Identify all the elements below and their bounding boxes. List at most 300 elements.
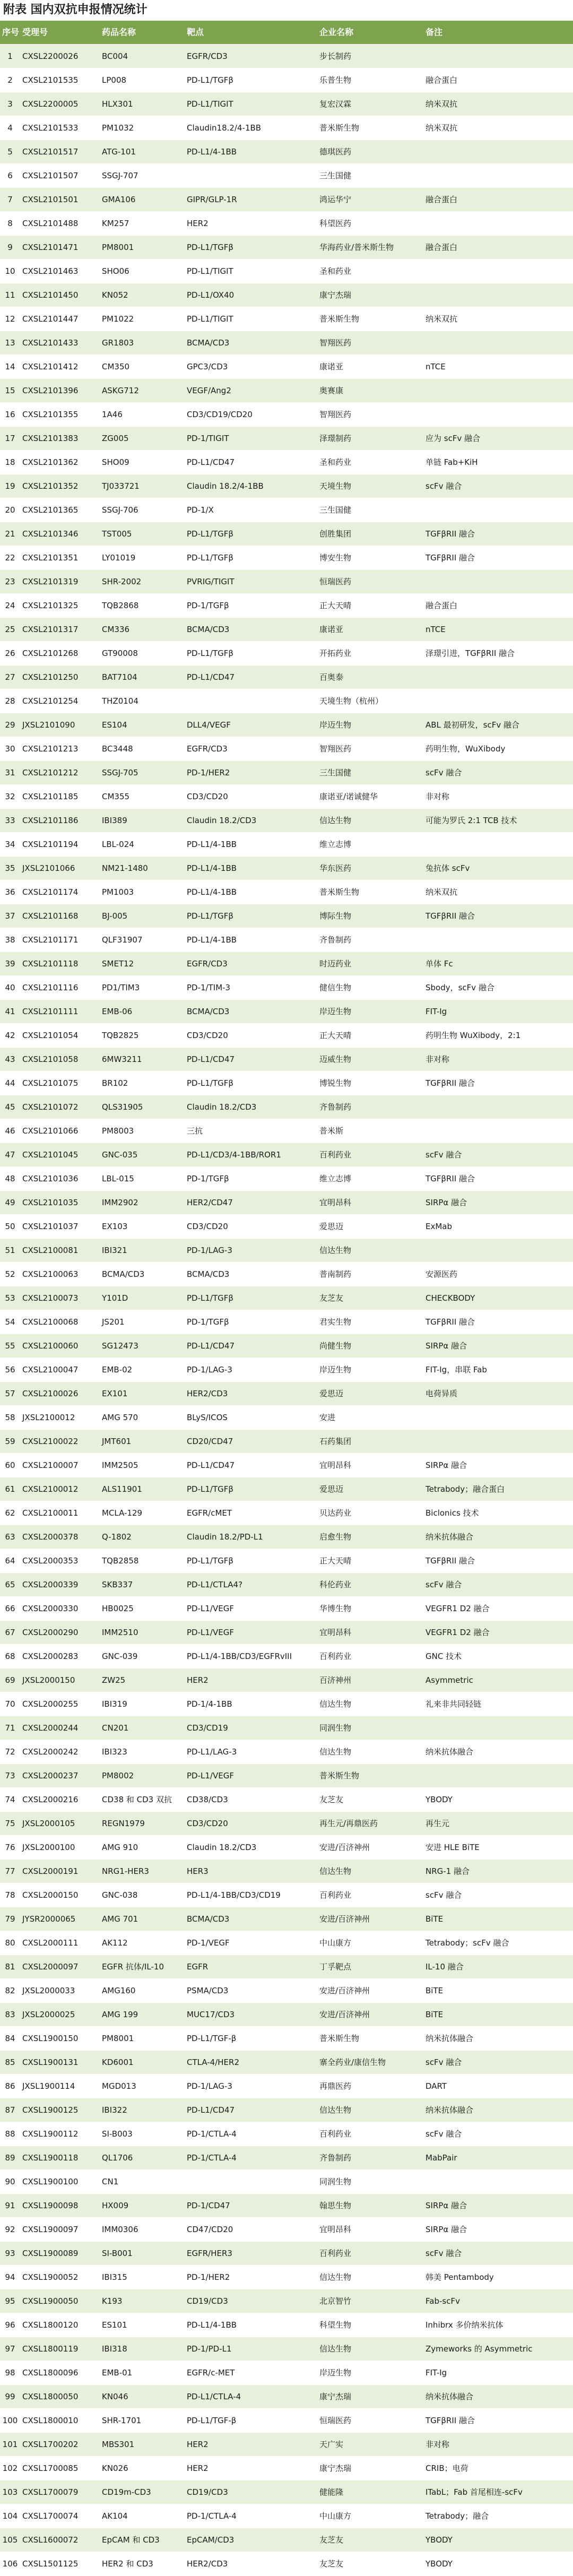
cell-drug-name: ES101 xyxy=(100,2313,185,2337)
cell-drug-name: SHR-2002 xyxy=(100,570,185,594)
cell-remark: 纳米抗体融合 xyxy=(423,1525,573,1549)
cell-acceptance-no: CXSL2100073 xyxy=(20,1286,100,1310)
cell-target: PD-L1/TGFβ xyxy=(185,1071,317,1095)
cell-company: 信达生物 xyxy=(317,1692,423,1716)
cell-drug-name: AMG 199 xyxy=(100,2003,185,2027)
cell-acceptance-no: CXSL1800010 xyxy=(20,2409,100,2433)
cell-acceptance-no: CXSL2100060 xyxy=(20,1334,100,1358)
table-row xyxy=(0,236,573,260)
cell-index: 13 xyxy=(0,331,20,355)
cell-remark: nTCE xyxy=(423,355,573,379)
table-row xyxy=(0,1310,573,1334)
cell-index: 34 xyxy=(0,833,20,857)
cell-remark: SIRPα 融合 xyxy=(423,2194,573,2218)
cell-remark: 融合蛋白 xyxy=(423,68,573,92)
table-row xyxy=(0,1812,573,1836)
cell-drug-name: NRG1-HER3 xyxy=(100,1860,185,1883)
cell-remark: YBODY xyxy=(423,2552,573,2576)
cell-remark xyxy=(423,260,573,283)
cell-target: PD-L1/TGFβ xyxy=(185,642,317,665)
table-row xyxy=(0,1621,573,1645)
cell-index: 21 xyxy=(0,522,20,546)
cell-drug-name: SSGJ-706 xyxy=(100,498,185,522)
cell-company: 康诺亚 xyxy=(317,618,423,642)
cell-acceptance-no: CXSL2200026 xyxy=(20,45,100,68)
table-row xyxy=(0,1883,573,1907)
cell-acceptance-no: CXSL2101268 xyxy=(20,642,100,665)
cell-remark: 安源医药 xyxy=(423,1263,573,1286)
table-row xyxy=(0,1406,573,1430)
cell-drug-name: LY01019 xyxy=(100,546,185,570)
cell-acceptance-no: CXSL1600072 xyxy=(20,2528,100,2552)
cell-acceptance-no: CXSL2101433 xyxy=(20,331,100,355)
cell-index: 97 xyxy=(0,2337,20,2361)
cell-acceptance-no: CXSL2100007 xyxy=(20,1454,100,1477)
cell-drug-name: REGN1979 xyxy=(100,1812,185,1836)
cell-index: 103 xyxy=(0,2480,20,2504)
cell-drug-name: ASKG712 xyxy=(100,379,185,403)
cell-index: 90 xyxy=(0,2170,20,2194)
cell-company: 岸迈生物 xyxy=(317,2361,423,2385)
cell-company: 康宁杰瑞 xyxy=(317,2457,423,2480)
cell-index: 37 xyxy=(0,904,20,928)
cell-target: CD3/CD20 xyxy=(185,1215,317,1239)
table-row xyxy=(0,1477,573,1501)
cell-index: 98 xyxy=(0,2361,20,2385)
cell-target: Claudin 18.2/4-1BB xyxy=(185,474,317,498)
cell-index: 85 xyxy=(0,2051,20,2074)
cell-remark: 药明生物 WuXibody，2:1 xyxy=(423,1024,573,1048)
cell-company: 普南制药 xyxy=(317,1263,423,1286)
cell-acceptance-no: CXSL2101174 xyxy=(20,880,100,904)
cell-remark: 药明生物，WuXibody xyxy=(423,737,573,761)
cell-target: Claudin 18.2/CD3 xyxy=(185,1095,317,1119)
cell-drug-name: LBL-015 xyxy=(100,1167,185,1191)
cell-index: 5 xyxy=(0,140,20,164)
cell-drug-name: QLS31905 xyxy=(100,1095,185,1119)
cell-target: PD-1/TGFβ xyxy=(185,1310,317,1334)
table-row xyxy=(0,2385,573,2409)
cell-company: 康诺亚/诺诚健华 xyxy=(317,785,423,809)
cell-target: PD-L1/TIGIT xyxy=(185,260,317,283)
table-row xyxy=(0,474,573,498)
cell-drug-name: SKB337 xyxy=(100,1573,185,1597)
cell-index: 78 xyxy=(0,1883,20,1907)
table-row xyxy=(0,2170,573,2194)
cell-acceptance-no: CXSL1800120 xyxy=(20,2313,100,2337)
cell-remark: Zymeworks 的 Asymmetric xyxy=(423,2337,573,2361)
cell-index: 100 xyxy=(0,2409,20,2433)
cell-index: 2 xyxy=(0,68,20,92)
cell-target: PD-L1/CD47 xyxy=(185,2098,317,2122)
cell-index: 74 xyxy=(0,1788,20,1812)
cell-drug-name: AK112 xyxy=(100,1931,185,1955)
cell-remark: TGFβRII 融合 xyxy=(423,1071,573,1095)
cell-drug-name: BCMA/CD3 xyxy=(100,1263,185,1286)
cell-target: PVRIG/TIGIT xyxy=(185,570,317,594)
cell-remark: 单体 Fc xyxy=(423,952,573,976)
cell-index: 54 xyxy=(0,1310,20,1334)
cell-drug-name: 1A46 xyxy=(100,403,185,427)
cell-remark xyxy=(423,403,573,427)
cell-target: PD-L1/4-1BB xyxy=(185,857,317,880)
cell-target xyxy=(185,2170,317,2194)
table-row xyxy=(0,1740,573,1764)
cell-target: EGFR/c-MET xyxy=(185,2361,317,2385)
cell-company: 三生国健 xyxy=(317,761,423,785)
cell-remark: FIT-Ig，串联 Fab xyxy=(423,1358,573,1382)
cell-acceptance-no: CXSL2101254 xyxy=(20,689,100,713)
cell-target: HER2 xyxy=(185,2457,317,2480)
cell-acceptance-no: CXSL2101346 xyxy=(20,522,100,546)
cell-company: 复宏汉霖 xyxy=(317,92,423,116)
cell-acceptance-no: JYSR2000065 xyxy=(20,1907,100,1931)
cell-drug-name: BAT7104 xyxy=(100,665,185,689)
cell-index: 14 xyxy=(0,355,20,379)
cell-drug-name: CN1 xyxy=(100,2170,185,2194)
cell-remark: ABL 最初研发，scFv 融合 xyxy=(423,713,573,737)
cell-drug-name: JS201 xyxy=(100,1310,185,1334)
cell-target: PD-L1/4-1BB xyxy=(185,2313,317,2337)
cell-company: 百利药业 xyxy=(317,1883,423,1907)
cell-remark: FIT-Ig xyxy=(423,2361,573,2385)
cell-target: PD-1/TGFβ xyxy=(185,1167,317,1191)
cell-company: 丁孚靶点 xyxy=(317,1955,423,1979)
cell-company: 百济神州 xyxy=(317,1669,423,1692)
cell-index: 16 xyxy=(0,403,20,427)
cell-index: 102 xyxy=(0,2457,20,2480)
cell-company: 宜明昂科 xyxy=(317,1454,423,1477)
cell-remark: ExMab xyxy=(423,1215,573,1239)
column-header-drug-name: 药品名称 xyxy=(100,21,185,45)
cell-remark: TGFβRII 融合 xyxy=(423,1310,573,1334)
cell-company: 信达生物 xyxy=(317,809,423,833)
cell-remark: 融合蛋白 xyxy=(423,594,573,618)
cell-index: 64 xyxy=(0,1549,20,1573)
cell-acceptance-no: JXSL2000025 xyxy=(20,2003,100,2027)
cell-acceptance-no: CXSL2101355 xyxy=(20,403,100,427)
cell-acceptance-no: CXSL2101168 xyxy=(20,904,100,928)
cell-drug-name: BR102 xyxy=(100,1071,185,1095)
cell-acceptance-no: CXSL2000237 xyxy=(20,1764,100,1788)
cell-remark: 纳米抗体融合 xyxy=(423,2385,573,2409)
cell-drug-name: CM350 xyxy=(100,355,185,379)
cell-target: PD-L1/4-1BB/CD3/CD19 xyxy=(185,1883,317,1907)
cell-drug-name: KD6001 xyxy=(100,2051,185,2074)
cell-target: PD-1/HER2 xyxy=(185,761,317,785)
cell-drug-name: PD1/TIM3 xyxy=(100,976,185,1000)
cell-acceptance-no: CXSL2101463 xyxy=(20,260,100,283)
cell-index: 93 xyxy=(0,2242,20,2266)
cell-acceptance-no: CXSL2101111 xyxy=(20,1000,100,1024)
cell-drug-name: TQB2858 xyxy=(100,1549,185,1573)
cell-acceptance-no: CXSL2101045 xyxy=(20,1143,100,1167)
cell-company: 岸迈生物 xyxy=(317,713,423,737)
cell-company: 创胜集团 xyxy=(317,522,423,546)
cell-company: 时迈药业 xyxy=(317,952,423,976)
cell-company: 德琪医药 xyxy=(317,140,423,164)
cell-company: 贝达药业 xyxy=(317,1501,423,1525)
cell-drug-name: CN201 xyxy=(100,1716,185,1740)
table-row xyxy=(0,522,573,546)
cell-company: 康诺亚 xyxy=(317,355,423,379)
cell-target: PD-1/LAG-3 xyxy=(185,1358,317,1382)
table-row xyxy=(0,1000,573,1024)
cell-acceptance-no: CXSL2100068 xyxy=(20,1310,100,1334)
cell-drug-name: TST005 xyxy=(100,522,185,546)
cell-target: CD3/CD19/CD20 xyxy=(185,403,317,427)
cell-drug-name: AK104 xyxy=(100,2504,185,2528)
table-row xyxy=(0,1931,573,1955)
cell-remark: TGFβRII 融合 xyxy=(423,1549,573,1573)
cell-remark: Fab-scFv xyxy=(423,2289,573,2313)
cell-drug-name: IBI319 xyxy=(100,1692,185,1716)
table-row xyxy=(0,1716,573,1740)
cell-target: CD19/CD3 xyxy=(185,2480,317,2504)
cell-index: 19 xyxy=(0,474,20,498)
cell-drug-name: MBS301 xyxy=(100,2433,185,2457)
table-row xyxy=(0,1215,573,1239)
cell-company: 博锐生物 xyxy=(317,1071,423,1095)
cell-company: 维立志博 xyxy=(317,1167,423,1191)
cell-remark: 融合蛋白 xyxy=(423,236,573,260)
column-header-target: 靶点 xyxy=(185,21,317,45)
table-row xyxy=(0,403,573,427)
cell-acceptance-no: CXSL2101118 xyxy=(20,952,100,976)
cell-index: 7 xyxy=(0,188,20,212)
table-header-row xyxy=(0,21,573,45)
cell-target: CD20/CD47 xyxy=(185,1430,317,1454)
cell-index: 62 xyxy=(0,1501,20,1525)
cell-target: PD-L1/CTLA4? xyxy=(185,1573,317,1597)
cell-index: 92 xyxy=(0,2218,20,2242)
cell-company: 智翔医药 xyxy=(317,331,423,355)
table-row xyxy=(0,68,573,92)
table-row xyxy=(0,2003,573,2027)
cell-drug-name: TJ033721 xyxy=(100,474,185,498)
cell-remark: scFv 融合 xyxy=(423,2122,573,2146)
cell-target: CD38/CD3 xyxy=(185,1788,317,1812)
cell-remark xyxy=(423,1119,573,1143)
cell-target: PD-L1/4-1BB/CD3/EGFRvIII xyxy=(185,1645,317,1669)
cell-acceptance-no: CXSL1900098 xyxy=(20,2194,100,2218)
cell-acceptance-no: CXSL2101362 xyxy=(20,451,100,474)
cell-drug-name: GNC-038 xyxy=(100,1883,185,1907)
table-row xyxy=(0,116,573,140)
cell-company: 普米斯生物 xyxy=(317,307,423,331)
cell-index: 53 xyxy=(0,1286,20,1310)
cell-company: 乐普生物 xyxy=(317,68,423,92)
cell-target: PD-1/VEGF xyxy=(185,1931,317,1955)
cell-remark: 兔抗体 scFv xyxy=(423,857,573,880)
cell-index: 86 xyxy=(0,2074,20,2098)
cell-company: 科望生物 xyxy=(317,2313,423,2337)
cell-acceptance-no: CXSL2100026 xyxy=(20,1382,100,1406)
cell-remark: 纳米双抗 xyxy=(423,880,573,904)
cell-target: EGFR/CD3 xyxy=(185,45,317,68)
table-row xyxy=(0,737,573,761)
table-row xyxy=(0,1191,573,1215)
cell-target: PD-1/TGFβ xyxy=(185,594,317,618)
cell-remark: Asymmetric xyxy=(423,1669,573,1692)
cell-acceptance-no: CXSL2000191 xyxy=(20,1860,100,1883)
cell-index: 65 xyxy=(0,1573,20,1597)
cell-index: 50 xyxy=(0,1215,20,1239)
cell-target: Claudin 18.2/CD3 xyxy=(185,809,317,833)
table-row xyxy=(0,809,573,833)
cell-drug-name: K193 xyxy=(100,2289,185,2313)
cell-company: 再鼎医药 xyxy=(317,2074,423,2098)
cell-drug-name: CM336 xyxy=(100,618,185,642)
cell-company: 正大天晴 xyxy=(317,1549,423,1573)
cell-company: 安进/百济神州 xyxy=(317,1907,423,1931)
cell-drug-name: MGD013 xyxy=(100,2074,185,2098)
cell-acceptance-no: CXSL2101517 xyxy=(20,140,100,164)
cell-acceptance-no: CXSL2101171 xyxy=(20,928,100,952)
table-row xyxy=(0,2242,573,2266)
cell-company: 圣和药业 xyxy=(317,451,423,474)
cell-remark: CRIB；电荷 xyxy=(423,2457,573,2480)
cell-target: VEGF/Ang2 xyxy=(185,379,317,403)
cell-drug-name: EMB-02 xyxy=(100,1358,185,1382)
cell-acceptance-no: CXSL1700202 xyxy=(20,2433,100,2457)
cell-company: 普米斯生物 xyxy=(317,880,423,904)
cell-index: 105 xyxy=(0,2528,20,2552)
table-row xyxy=(0,2313,573,2337)
cell-index: 24 xyxy=(0,594,20,618)
cell-acceptance-no: CXSL2100012 xyxy=(20,1477,100,1501)
cell-index: 35 xyxy=(0,857,20,880)
cell-index: 60 xyxy=(0,1454,20,1477)
table-row xyxy=(0,1263,573,1286)
cell-drug-name: PM8001 xyxy=(100,236,185,260)
cell-drug-name: BC004 xyxy=(100,45,185,68)
cell-index: 55 xyxy=(0,1334,20,1358)
cell-target: PD-L1/4-1BB xyxy=(185,880,317,904)
cell-drug-name: IMM2902 xyxy=(100,1191,185,1215)
cell-target: PD-1/CTLA-4 xyxy=(185,2122,317,2146)
cell-index: 75 xyxy=(0,1812,20,1836)
cell-target: PD-L1/CD47 xyxy=(185,1048,317,1071)
cell-acceptance-no: JXSL1900114 xyxy=(20,2074,100,2098)
cell-index: 87 xyxy=(0,2098,20,2122)
table-row xyxy=(0,1501,573,1525)
cell-index: 83 xyxy=(0,2003,20,2027)
cell-target: PD-L1/LAG-3 xyxy=(185,1740,317,1764)
cell-company: 齐鲁制药 xyxy=(317,1095,423,1119)
cell-remark: Tetrabody；融合蛋白 xyxy=(423,1477,573,1501)
cell-index: 3 xyxy=(0,92,20,116)
cell-target xyxy=(185,689,317,713)
table-row xyxy=(0,642,573,665)
cell-acceptance-no: CXSL2101471 xyxy=(20,236,100,260)
cell-drug-name: TQB2825 xyxy=(100,1024,185,1048)
cell-index: 43 xyxy=(0,1048,20,1071)
cell-acceptance-no: JXSL2100012 xyxy=(20,1406,100,1430)
cell-remark xyxy=(423,2170,573,2194)
cell-company: 信达生物 xyxy=(317,2337,423,2361)
cell-drug-name: EMB-01 xyxy=(100,2361,185,2385)
cell-company: 天境生物 xyxy=(317,474,423,498)
cell-target: PD-L1/TGFβ xyxy=(185,522,317,546)
cell-company: 信达生物 xyxy=(317,2098,423,2122)
table-row xyxy=(0,2194,573,2218)
cell-company: 正大天晴 xyxy=(317,1024,423,1048)
cell-remark: TGFβRII 融合 xyxy=(423,2409,573,2433)
cell-index: 68 xyxy=(0,1645,20,1669)
cell-company: 中山康方 xyxy=(317,1931,423,1955)
cell-acceptance-no: CXSL2101075 xyxy=(20,1071,100,1095)
cell-drug-name: GR1803 xyxy=(100,331,185,355)
cell-company: 同润生物 xyxy=(317,2170,423,2194)
cell-remark xyxy=(423,379,573,403)
cell-acceptance-no: CXSL2101412 xyxy=(20,355,100,379)
cell-target: GPC3/CD3 xyxy=(185,355,317,379)
table-row xyxy=(0,546,573,570)
cell-drug-name: IBI389 xyxy=(100,809,185,833)
cell-company: 北京智竹 xyxy=(317,2289,423,2313)
cell-index: 39 xyxy=(0,952,20,976)
cell-index: 91 xyxy=(0,2194,20,2218)
table-row xyxy=(0,2098,573,2122)
cell-remark: TGFβRII 融合 xyxy=(423,546,573,570)
table-row xyxy=(0,45,573,68)
column-header-acceptance-no: 受理号 xyxy=(20,21,100,45)
cell-index: 10 xyxy=(0,260,20,283)
cell-remark: 礼来非共同轻链 xyxy=(423,1692,573,1716)
cell-index: 88 xyxy=(0,2122,20,2146)
cell-acceptance-no: JXSL2000150 xyxy=(20,1669,100,1692)
cell-target: PD-L1/TGFβ xyxy=(185,1286,317,1310)
cell-acceptance-no: CXSL1900097 xyxy=(20,2218,100,2242)
cell-remark xyxy=(423,164,573,188)
cell-target: BCMA/CD3 xyxy=(185,331,317,355)
cell-company: 宜明昂科 xyxy=(317,1191,423,1215)
cell-acceptance-no: CXSL2101212 xyxy=(20,761,100,785)
cell-remark: BiTE xyxy=(423,1907,573,1931)
cell-index: 84 xyxy=(0,2027,20,2051)
cell-target: CTLA-4/HER2 xyxy=(185,2051,317,2074)
table-row xyxy=(0,2528,573,2552)
cell-acceptance-no: CXSL2000097 xyxy=(20,1955,100,1979)
cell-company: 信达生物 xyxy=(317,1740,423,1764)
table-row xyxy=(0,355,573,379)
cell-remark: SIRPα 融合 xyxy=(423,2218,573,2242)
cell-company: 迈威生物 xyxy=(317,1048,423,1071)
cell-index: 52 xyxy=(0,1263,20,1286)
cell-company: 天广实 xyxy=(317,2433,423,2457)
table-row xyxy=(0,2266,573,2289)
cell-drug-name: ALS11901 xyxy=(100,1477,185,1501)
cell-company: 百利药业 xyxy=(317,1143,423,1167)
table-row xyxy=(0,1764,573,1788)
cell-remark: scFv 融合 xyxy=(423,2051,573,2074)
cell-acceptance-no: CXSL2101351 xyxy=(20,546,100,570)
table-row xyxy=(0,761,573,785)
table-row xyxy=(0,1024,573,1048)
cell-target: EGFR/HER3 xyxy=(185,2242,317,2266)
cell-remark xyxy=(423,1764,573,1788)
cell-company: 普米斯生物 xyxy=(317,116,423,140)
cell-acceptance-no: CXSL2101213 xyxy=(20,737,100,761)
cell-drug-name: EMB-06 xyxy=(100,1000,185,1024)
cell-index: 77 xyxy=(0,1860,20,1883)
cell-target: PD-1/4-1BB xyxy=(185,1692,317,1716)
cell-target: BCMA/CD3 xyxy=(185,1263,317,1286)
cell-drug-name: LP008 xyxy=(100,68,185,92)
cell-drug-name: SSGJ-705 xyxy=(100,761,185,785)
table-row xyxy=(0,665,573,689)
